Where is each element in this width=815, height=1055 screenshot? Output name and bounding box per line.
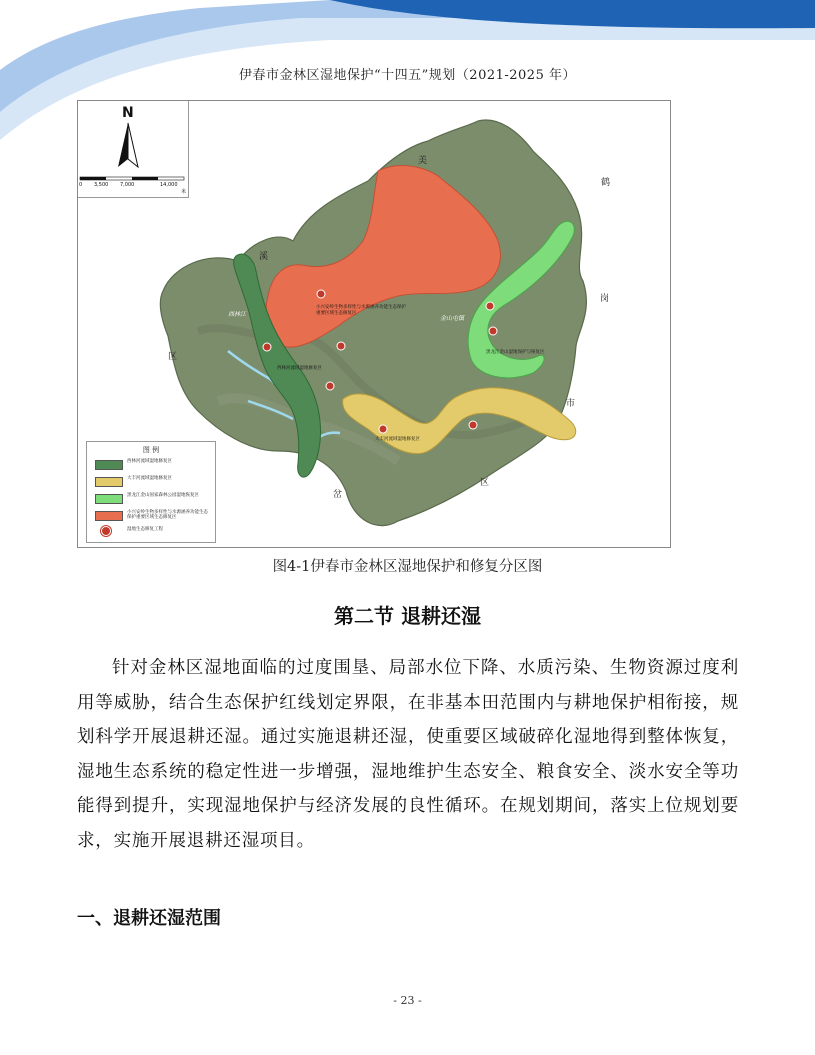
neighbor-label: 区 [168,352,178,362]
figure-caption: 图4-1伊春市金林区湿地保护和修复分区图 [272,559,543,575]
zone-label-orange: 小兴安岭生物多样性与水源涵养功能生态保护重要区域生态修复区 [316,305,406,316]
project-point [263,343,271,351]
scale-unit: 米 [181,189,187,195]
project-point [379,425,387,433]
scale-label: 14,000 [160,182,178,188]
wetland-zoning-map [77,100,671,548]
north-label: N [122,105,134,121]
legend-swatch [95,494,123,504]
project-point [326,382,334,390]
legend-label: 黑龙江金山国家森林公园湿地恢复区 [127,493,199,498]
legend-title: 图 例 [142,446,160,454]
legend-item [87,474,215,489]
project-point [489,327,497,335]
legend-swatch [95,511,123,521]
running-header-title: 伊春市金林区湿地保护“十四五”规划（2021-2025 年） [239,68,576,83]
legend-label: 大丰河流域湿地修复区 [127,476,172,481]
body-paragraph: 针对金林区湿地面临的过度围垦、局部水位下降、水质污染、生物资源过度利用等威胁，结合生态保护红线划定界限，在非基本田范围内与耕地保护相衔接，规划科学开展退耕还湿。通过实施退耕还湿，使重要区域破碎化湿地得到整体恢复，湿地生态系统的稳定性进一步增强，湿地维护生态安全、粮食安全、淡水安全等功能得到提升，实现湿地保护与经济发展的良性循环。在规划期间，落实上位规划要求，实施开展退耕还湿项目。 [77,658,739,851]
project-point-icon [101,526,111,536]
project-point [337,342,345,350]
scale-label: 0 [79,182,83,188]
subheading: 一、退耕还湿范围 [77,908,221,929]
north-arrow-scale [78,101,189,198]
zone-label-dark-green: 西林河流域湿地修复区 [277,366,322,371]
legend-item [87,508,215,523]
neighbor-label: 溪 [259,252,269,262]
legend-item [87,457,215,472]
legend-swatch [95,477,123,487]
neighbor-label: 区 [480,478,490,488]
neighbor-label: 鹤 [601,178,611,188]
district-boundary [160,120,586,526]
project-point [469,421,477,429]
section-title: 第二节 退耕还湿 [334,604,481,628]
legend-label: 湿地生态修复工程 [127,527,163,532]
legend-swatch [95,460,123,470]
legend-item [87,525,215,540]
legend-item [87,491,215,506]
neighbor-label: 市 [566,399,576,409]
scale-label: 3,500 [94,182,109,188]
scale-label: 7,000 [120,182,135,188]
map-legend [86,441,216,543]
project-point [486,302,494,310]
neighbor-label: 美 [418,156,428,166]
zone-label-light-green: 黑龙江金山湿地保护与恢复区 [486,350,545,355]
zone-label-yellow: 大丰河流域湿地修复区 [375,437,420,442]
neighbor-label: 岗 [600,294,610,304]
legend-label: 西林河流域湿地修复区 [127,459,172,464]
project-point [317,290,325,298]
legend-label: 小兴安岭生物多样性与水源涵养功能生态保护重要区域生态修复区 [127,510,208,520]
place-label: 西林江 [228,311,247,318]
neighbor-label: 岔 [333,490,343,500]
place-label: 金山屯镇 [440,315,465,322]
page-number: - 23 - [393,994,422,1007]
